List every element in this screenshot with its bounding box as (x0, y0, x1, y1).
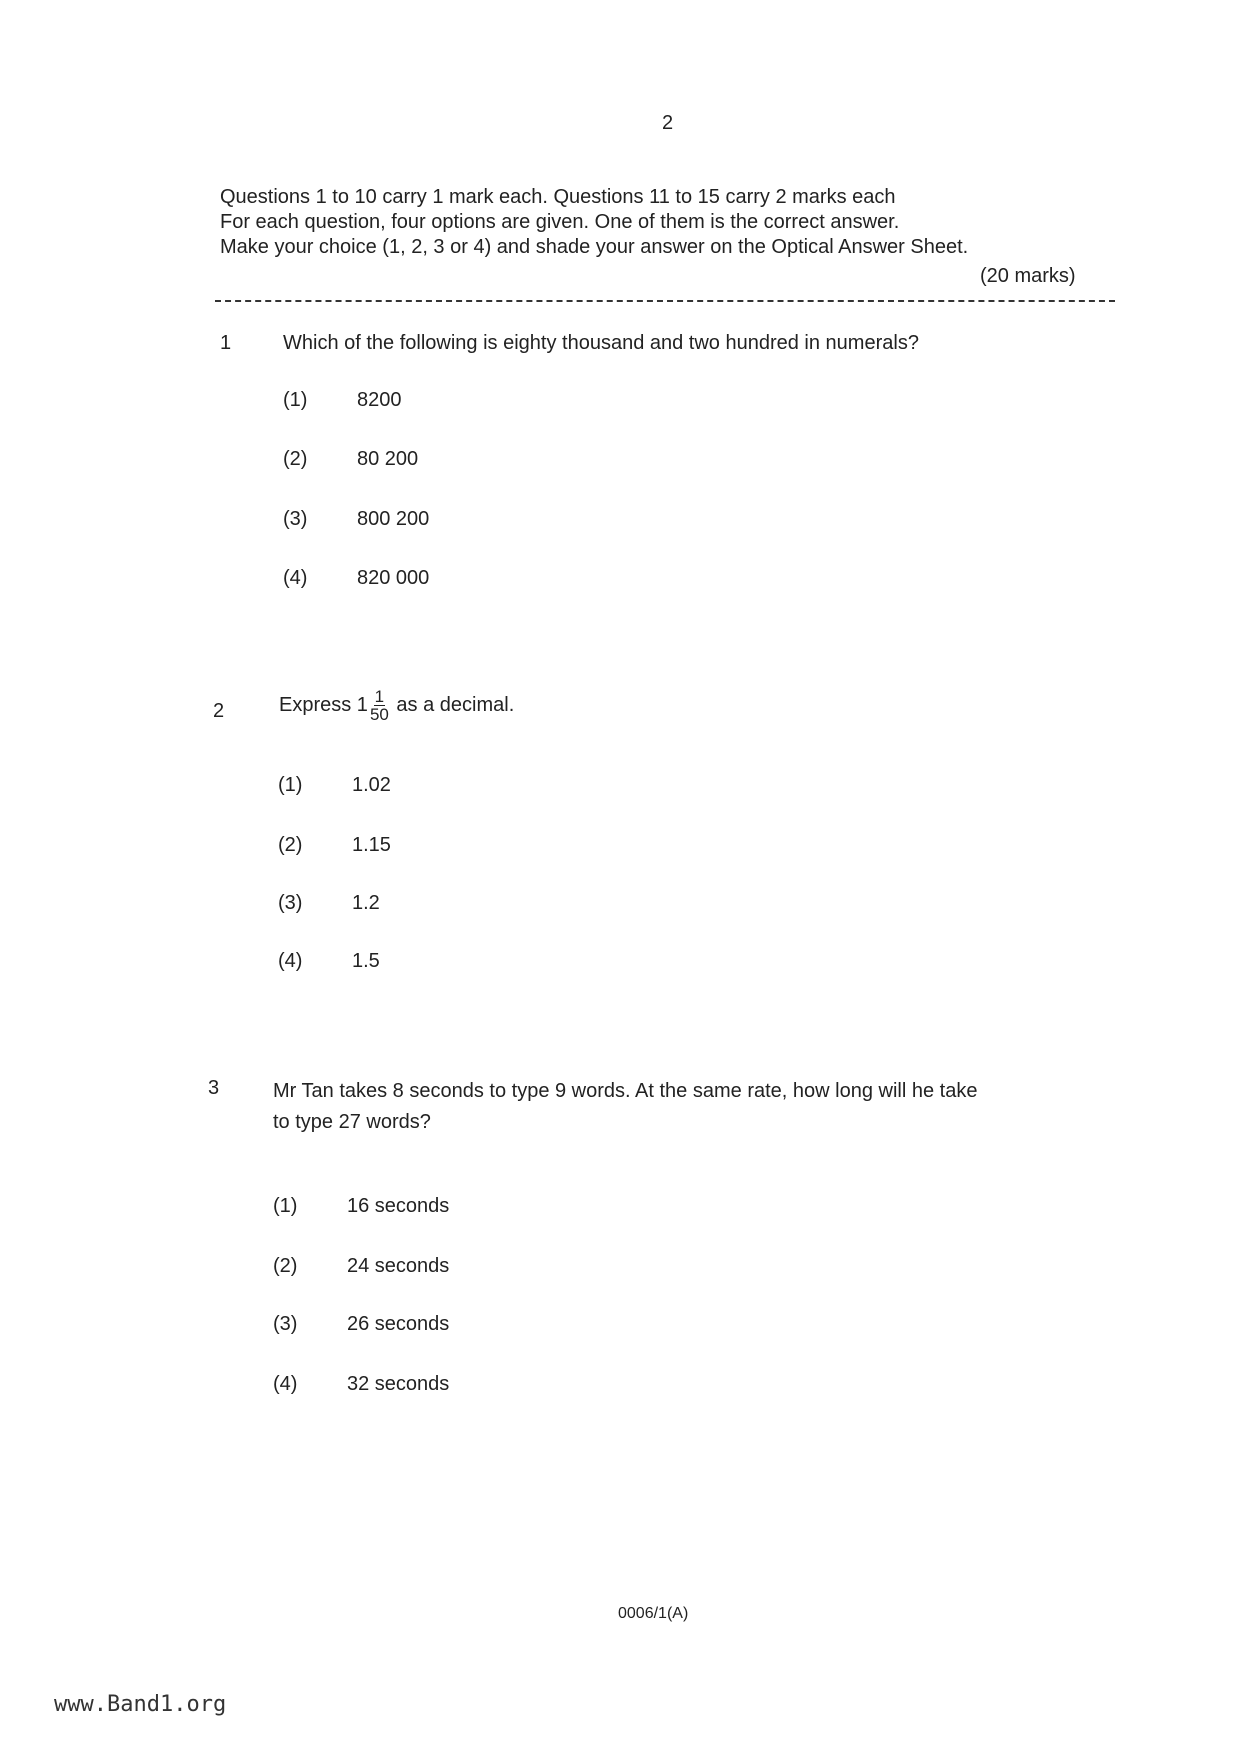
option-label: (2) (278, 834, 303, 856)
page-number: 2 (662, 112, 674, 134)
fraction-numerator: 1 (374, 687, 385, 706)
instruction-line: Questions 1 to 10 carry 1 mark each. Questions 11 to 15 carry 2 marks each (220, 186, 896, 208)
divider (215, 300, 1115, 302)
question-text: Which of the following is eighty thousand and two hundred in numerals? (283, 332, 919, 354)
option-label: (3) (273, 1313, 298, 1335)
option-value: 24 seconds (347, 1255, 450, 1277)
option-value: 820 000 (357, 567, 430, 589)
option-value: 800 200 (357, 508, 430, 530)
option-label: (4) (278, 950, 303, 972)
option-value: 1.15 (352, 834, 391, 856)
paper-code: 0006/1(A) (618, 1605, 689, 1622)
option-label: (1) (283, 389, 308, 411)
option-value: 1.02 (352, 774, 391, 796)
question-text-line: Mr Tan takes 8 seconds to type 9 words. At the same rate, how long will he take (273, 1080, 978, 1102)
option-label: (1) (273, 1195, 298, 1217)
option-label: (1) (278, 774, 303, 796)
instruction-line: For each question, four options are given. One of them is the correct answer. (220, 211, 900, 233)
fraction (370, 688, 389, 723)
option-label: (3) (283, 508, 308, 530)
option-value: 80 200 (357, 448, 419, 470)
option-label: (2) (283, 448, 308, 470)
question-text-before: Express 1 (279, 693, 368, 716)
option-value: 1.5 (352, 950, 380, 972)
option-label: (3) (278, 892, 303, 914)
option-value: 26 seconds (347, 1313, 450, 1335)
question-number: 2 (213, 700, 225, 722)
option-label: (2) (273, 1255, 298, 1277)
question-number: 1 (220, 332, 232, 354)
option-value: 8200 (357, 389, 402, 411)
question-text-after: as a decimal. (396, 693, 515, 716)
question-text-line: to type 27 words? (273, 1111, 431, 1133)
instruction-line: Make your choice (1, 2, 3 or 4) and shade your answer on the Optical Answer Sheet. (220, 236, 969, 258)
fraction-denominator: 50 (369, 705, 389, 724)
option-label: (4) (283, 567, 308, 589)
question-number: 3 (208, 1077, 220, 1099)
option-value: 32 seconds (347, 1373, 450, 1395)
watermark-link[interactable]: www.Band1.org (54, 1692, 227, 1717)
option-value: 1.2 (352, 892, 380, 914)
question-text (279, 688, 514, 723)
option-value: 16 seconds (347, 1195, 450, 1217)
option-label: (4) (273, 1373, 298, 1395)
total-marks: (20 marks) (980, 265, 1076, 287)
